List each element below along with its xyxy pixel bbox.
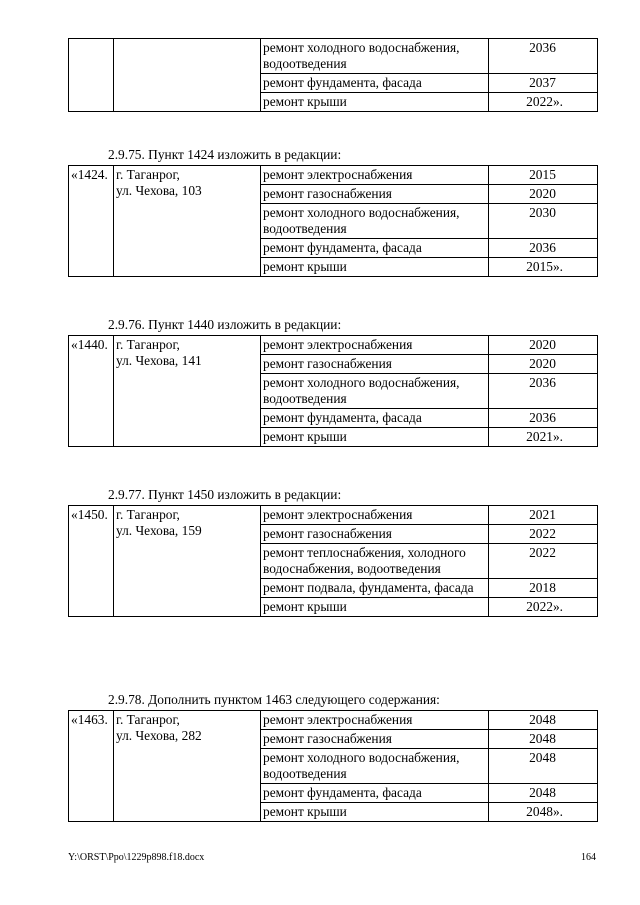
work-cell: ремонт газоснабжения bbox=[261, 730, 489, 749]
work-cell: ремонт электроснабжения bbox=[261, 711, 489, 730]
year-cell: 2048 bbox=[489, 711, 598, 730]
year-cell: 2022». bbox=[489, 93, 598, 112]
section-heading: 2.9.75. Пункт 1424 изложить в редакции: bbox=[108, 147, 342, 162]
work-cell: ремонт подвала, фундамента, фасада bbox=[261, 579, 489, 598]
address-street: ул. Чехова, 282 bbox=[116, 728, 202, 743]
address-cell bbox=[114, 39, 261, 112]
year-cell: 2020 bbox=[489, 185, 598, 204]
work-cell: ремонт теплоснабжения, холодного водоснабжения, водоотведения bbox=[261, 544, 489, 579]
year-cell: 2048 bbox=[489, 784, 598, 803]
table-row bbox=[69, 166, 598, 185]
work-cell: ремонт холодного водоснабжения, водоотведения bbox=[261, 374, 489, 409]
year-cell: 2048 bbox=[489, 749, 598, 784]
work-cell: ремонт фундамента, фасада bbox=[261, 784, 489, 803]
work-cell: ремонт фундамента, фасада bbox=[261, 239, 489, 258]
address-city: г. Таганрог, bbox=[116, 167, 180, 182]
repair-table bbox=[68, 335, 598, 447]
year-cell: 2037 bbox=[489, 74, 598, 93]
year-cell: 2018 bbox=[489, 579, 598, 598]
work-cell: ремонт холодного водоснабжения, водоотведения bbox=[261, 749, 489, 784]
item-number-cell bbox=[69, 39, 114, 112]
year-cell: 2022 bbox=[489, 544, 598, 579]
year-cell: 2036 bbox=[489, 239, 598, 258]
work-cell: ремонт газоснабжения bbox=[261, 185, 489, 204]
address-cell bbox=[114, 336, 261, 447]
work-cell: ремонт холодного водоснабжения, водоотведения bbox=[261, 39, 489, 74]
work-cell: ремонт газоснабжения bbox=[261, 525, 489, 544]
repair-table bbox=[68, 165, 598, 277]
address-city: г. Таганрог, bbox=[116, 337, 180, 352]
repair-table bbox=[68, 505, 598, 617]
section-heading: 2.9.78. Дополнить пунктом 1463 следующего содержания: bbox=[108, 692, 440, 707]
item-number-cell: «1450. bbox=[69, 506, 114, 617]
item-number-cell: «1440. bbox=[69, 336, 114, 447]
address-street: ул. Чехова, 141 bbox=[116, 353, 202, 368]
address-city: г. Таганрог, bbox=[116, 507, 180, 522]
work-cell: ремонт фундамента, фасада bbox=[261, 409, 489, 428]
work-cell: ремонт крыши bbox=[261, 428, 489, 447]
work-cell: ремонт крыши bbox=[261, 93, 489, 112]
year-cell: 2015». bbox=[489, 258, 598, 277]
address-cell bbox=[114, 166, 261, 277]
footer-file-path: Y:\ORST\Ppo\1229p898.f18.docx bbox=[68, 852, 205, 863]
work-cell: ремонт крыши bbox=[261, 258, 489, 277]
year-cell: 2021 bbox=[489, 506, 598, 525]
table-row bbox=[69, 336, 598, 355]
continuation-table bbox=[68, 38, 598, 112]
year-cell: 2020 bbox=[489, 336, 598, 355]
work-cell: ремонт крыши bbox=[261, 803, 489, 822]
year-cell: 2048». bbox=[489, 803, 598, 822]
address-cell bbox=[114, 711, 261, 822]
work-cell: ремонт электроснабжения bbox=[261, 336, 489, 355]
year-cell: 2021». bbox=[489, 428, 598, 447]
table-row bbox=[69, 711, 598, 730]
section-heading: 2.9.77. Пункт 1450 изложить в редакции: bbox=[108, 487, 342, 502]
item-number-cell: «1424. bbox=[69, 166, 114, 277]
year-cell: 2036 bbox=[489, 374, 598, 409]
address-cell bbox=[114, 506, 261, 617]
year-cell: 2036 bbox=[489, 39, 598, 74]
work-cell: ремонт крыши bbox=[261, 598, 489, 617]
year-cell: 2036 bbox=[489, 409, 598, 428]
repair-table bbox=[68, 710, 598, 822]
table-row bbox=[69, 39, 598, 74]
year-cell: 2020 bbox=[489, 355, 598, 374]
work-cell: ремонт электроснабжения bbox=[261, 506, 489, 525]
address-street: ул. Чехова, 159 bbox=[116, 523, 202, 538]
section-heading: 2.9.76. Пункт 1440 изложить в редакции: bbox=[108, 317, 342, 332]
address-city: г. Таганрог, bbox=[116, 712, 180, 727]
address-street: ул. Чехова, 103 bbox=[116, 183, 202, 198]
table-row bbox=[69, 506, 598, 525]
work-cell: ремонт фундамента, фасада bbox=[261, 74, 489, 93]
work-cell: ремонт холодного водоснабжения, водоотведения bbox=[261, 204, 489, 239]
work-cell: ремонт электроснабжения bbox=[261, 166, 489, 185]
year-cell: 2030 bbox=[489, 204, 598, 239]
footer-page-number: 164 bbox=[581, 852, 596, 863]
work-cell: ремонт газоснабжения bbox=[261, 355, 489, 374]
year-cell: 2022». bbox=[489, 598, 598, 617]
year-cell: 2022 bbox=[489, 525, 598, 544]
year-cell: 2048 bbox=[489, 730, 598, 749]
year-cell: 2015 bbox=[489, 166, 598, 185]
item-number-cell: «1463. bbox=[69, 711, 114, 822]
